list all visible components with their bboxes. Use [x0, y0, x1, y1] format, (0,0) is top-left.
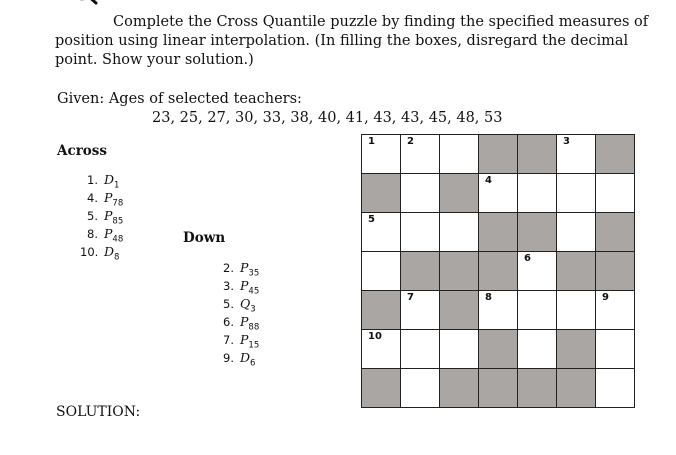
cell-number: 5 [368, 214, 375, 225]
blocked-cell [440, 174, 479, 213]
down-clue: 3. $P_{45}$ [223, 278, 260, 297]
blocked-cell [479, 213, 518, 252]
instructions-text: Complete the Cross Quantile puzzle by finding the specified measures of position using linear interpolation. (In filling the boxes, disregard the decimal point. Show your solution.) [55, 14, 649, 68]
blocked-cell [440, 252, 479, 291]
down-clue: 5. $Q_3$ [223, 296, 256, 315]
blocked-cell [362, 174, 401, 213]
grid-cell[interactable] [557, 135, 596, 174]
grid-cell[interactable] [596, 330, 635, 369]
cell-number: 4 [485, 175, 492, 186]
grid-cell[interactable] [479, 174, 518, 213]
grid-cell[interactable] [440, 330, 479, 369]
crossword-grid [361, 134, 635, 408]
down-clue: 9. $D_6$ [223, 350, 256, 369]
blocked-cell [596, 135, 635, 174]
cell-number: 1 [368, 136, 375, 147]
grid-cell[interactable] [401, 291, 440, 330]
grid-cell[interactable] [362, 330, 401, 369]
blocked-cell [557, 252, 596, 291]
blocked-cell [440, 369, 479, 408]
blocked-cell [479, 369, 518, 408]
across-clue: 5. $P_{85}$ [87, 208, 124, 227]
blocked-cell [479, 135, 518, 174]
cell-number: 6 [524, 253, 531, 264]
grid-cell[interactable] [362, 252, 401, 291]
grid-cell[interactable] [518, 252, 557, 291]
given-label: Given: Ages of selected teachers: [57, 91, 302, 107]
grid-cell[interactable] [401, 369, 440, 408]
cell-number: 8 [485, 292, 492, 303]
blocked-cell [518, 135, 557, 174]
blocked-cell [596, 252, 635, 291]
down-clue: 7. $P_{15}$ [223, 332, 260, 351]
solution-label: SOLUTION: [56, 404, 141, 420]
grid-cell[interactable] [440, 213, 479, 252]
grid-cell[interactable] [362, 213, 401, 252]
grid-cell[interactable] [479, 291, 518, 330]
cell-number: 10 [368, 331, 382, 342]
grid-cell[interactable] [518, 330, 557, 369]
across-clue: 10. $D_8$ [80, 244, 120, 263]
blocked-cell [557, 330, 596, 369]
blocked-cell [362, 291, 401, 330]
grid-cell[interactable] [557, 291, 596, 330]
blocked-cell [479, 252, 518, 291]
blocked-cell [479, 330, 518, 369]
given-values: 23, 25, 27, 30, 33, 38, 40, 41, 43, 43, 45, 48, 53 [152, 110, 503, 126]
blocked-cell [440, 291, 479, 330]
across-clue-list [80, 171, 123, 261]
grid-cell[interactable] [557, 174, 596, 213]
grid-cell[interactable] [557, 213, 596, 252]
grid-cell[interactable] [401, 135, 440, 174]
across-clue: 1. $D_1$ [87, 172, 120, 191]
blocked-cell [362, 369, 401, 408]
blocked-cell [596, 213, 635, 252]
grid-cell[interactable] [596, 291, 635, 330]
grid-cell[interactable] [401, 174, 440, 213]
across-clue: 8. $P_{48}$ [87, 226, 124, 245]
grid-cell[interactable] [596, 174, 635, 213]
down-clue: 2. $P_{35}$ [223, 260, 260, 279]
grid-cell[interactable] [440, 135, 479, 174]
grid-cell[interactable] [362, 135, 401, 174]
blocked-cell [518, 213, 557, 252]
down-clue-list [208, 259, 259, 367]
blocked-cell [557, 369, 596, 408]
cell-number: 3 [563, 136, 570, 147]
blocked-cell [401, 252, 440, 291]
blocked-cell [518, 369, 557, 408]
cell-number: 2 [407, 136, 414, 147]
grid-cell[interactable] [518, 291, 557, 330]
across-heading: Across [57, 143, 108, 159]
grid-cell[interactable] [401, 213, 440, 252]
across-clue: 4. $P_{78}$ [87, 190, 124, 209]
grid-cell[interactable] [518, 174, 557, 213]
cell-number: 9 [602, 292, 609, 303]
down-clue: 6. $P_{88}$ [223, 314, 260, 333]
grid-cell[interactable] [401, 330, 440, 369]
down-heading: Down [183, 230, 226, 246]
cell-number: 7 [407, 292, 414, 303]
grid-cell[interactable] [596, 369, 635, 408]
